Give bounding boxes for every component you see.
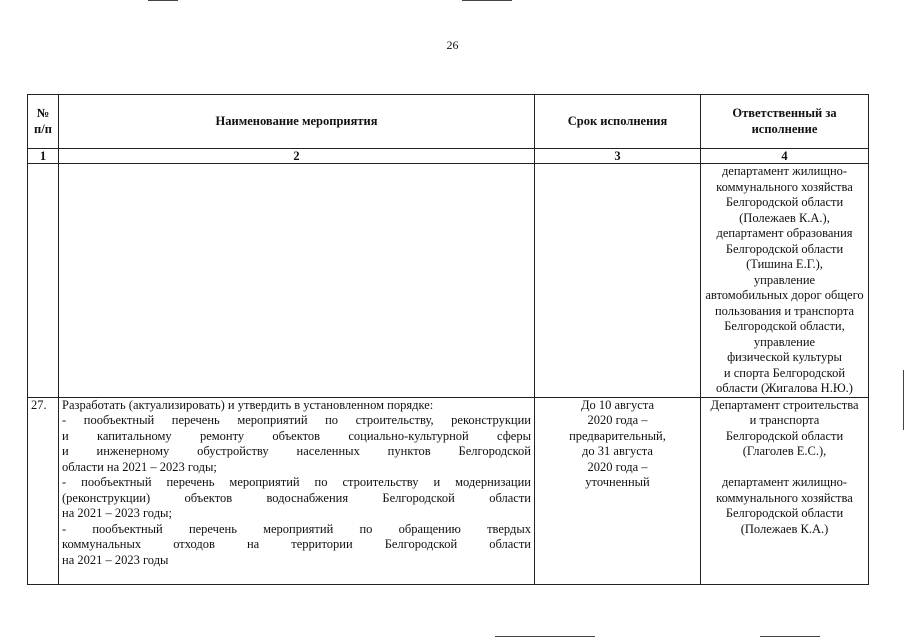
header-responsible: Ответственный за исполнение [701,95,869,149]
header-term: Срок исполнения [535,95,701,149]
measures-table [27,94,869,585]
table-header-row [28,95,869,149]
header-number: № п/п [28,95,59,149]
header-name: Наименование мероприятия [59,95,535,149]
column-numbering-row [28,149,869,164]
table-row-27 [28,397,869,584]
scan-artifact [148,0,178,1]
row-responsible-cell: департамент жилищно- коммунального хозяйства Белгородской области (Полежаев К.А.), департамент образования Белгородской области (Тишина Е.Г.), управление автомобильных дорог общего пользования и транспорта Белгородской области, управление физической культуры и спорта Белгородской области (Жигалова Н.Ю.) [701,164,869,398]
page-number: 26 [446,38,459,52]
blank-line [704,460,865,476]
row-responsible-cell: Департамент строительства и транспорта Белгородской области (Глаголев Е.С.), департамент жилищно- коммунального хозяйства Белгородской области (Полежаев К.А.) [701,397,869,584]
column-number: 3 [535,149,701,164]
scan-artifact [495,636,595,637]
scan-artifact [903,370,904,430]
row-term-cell [535,164,701,398]
scan-artifact [462,0,512,1]
row-name-cell: Разработать (актуализировать) и утвердить в установленном порядке: - пообъектный перечень мероприятий по строительству, реконструкции и капитальному ремонту объектов социально-культурной сферы и инженерному обустройству населенных пунктов Белгородской области на 2021 – 2023 годы; - пообъектный перечень мероприятий по строительству и модернизации (реконструкции) объектов водоснабжения Белгородской области на 2021 – 2023 годы; - пообъектный перечень мероприятий по обращению твердых коммунальных отходов на территории Белгородской области на 2021 – 2023 годы [59,397,535,584]
table-row-continued [28,164,869,398]
column-number: 2 [59,149,535,164]
column-number: 4 [701,149,869,164]
row-term-cell: До 10 августа 2020 года – предварительный, до 31 августа 2020 года – уточненный [535,397,701,584]
row-number-cell [28,164,59,398]
scan-artifact [760,636,820,637]
row-number: 27. [28,397,59,584]
column-number: 1 [28,149,59,164]
row-name-cell [59,164,535,398]
